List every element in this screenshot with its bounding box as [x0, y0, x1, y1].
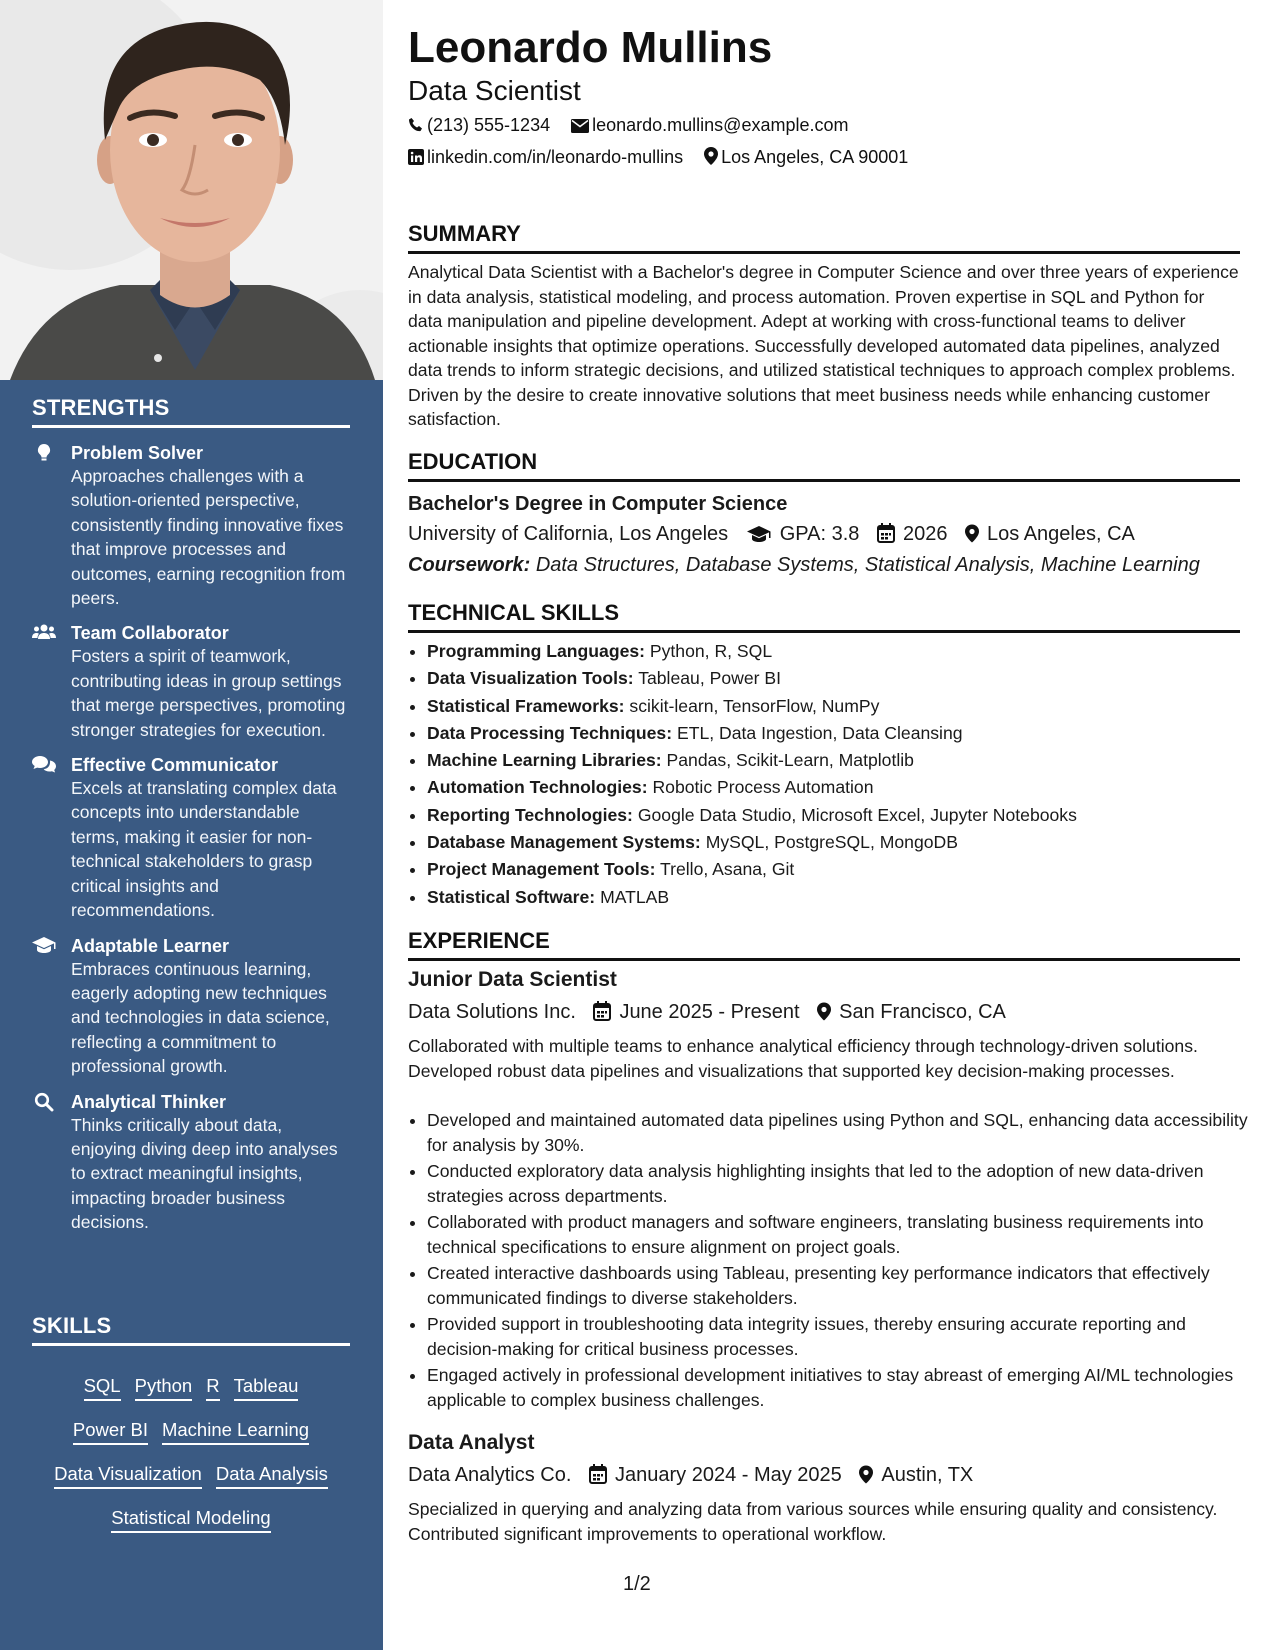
year-item [877, 521, 948, 547]
list-item: • Project Management Tools: Trello, Asana, Git [427, 856, 1259, 883]
education-meta [408, 521, 1147, 547]
job-dates-text: June 2025 - Present [619, 1001, 800, 1023]
skills-title: SKILLS [32, 1313, 350, 1346]
contact-row [408, 146, 924, 168]
job-location-item [859, 1462, 973, 1488]
skill-tag: Statistical Modeling [111, 1506, 270, 1533]
degree-title: Bachelor's Degree in Computer Science [408, 493, 788, 515]
strength-item [32, 442, 350, 610]
map-pin-icon [817, 1002, 831, 1021]
skill-tag: Data Analysis [216, 1462, 328, 1489]
job-meta [408, 1462, 985, 1488]
candidate-name: Leonardo Mullins [408, 23, 773, 72]
strength-description: Thinks critically about data, enjoying diving deep into analyses to extract meaningful insights, impacting broader business decisions. [71, 1114, 338, 1233]
list-item: • Machine Learning Libraries: Pandas, Scikit-Learn, Matplotlib [427, 747, 1259, 774]
job-meta [408, 999, 1018, 1025]
chat-icon [32, 755, 56, 775]
search-icon [32, 1092, 56, 1112]
year-text: 2026 [902, 523, 948, 545]
strength-title: Problem Solver [71, 443, 204, 463]
job-location-text: San Francisco, CA [839, 1001, 1006, 1023]
summary-heading: SUMMARY [408, 221, 1240, 254]
skills-list [32, 1364, 350, 1540]
email-text: leonardo.mullins@example.com [592, 115, 849, 135]
summary-text: Analytical Data Scientist with a Bachelor's degree in Computer Science and over three years of experience in data analysis, statistical modeling, and process automation. Proven expertise in SQL and Python for data manipulation and pipeline development. Adept at working with cross-functional teams to deliver actionable insights that optimize operations. Successfully developed automated data pipelines, analyzed data trends to inform strategic decisions, and utilized statistical techniques to approach complex problems. Driven by the desire to create innovative solutions that meet business needs while enhancing customer satisfaction. [408, 262, 1239, 429]
job-title: Junior Data Scientist [408, 968, 617, 991]
contact-row [408, 114, 865, 136]
strength-title: Analytical Thinker [71, 1091, 227, 1112]
strength-item [32, 935, 350, 1079]
map-pin-icon [859, 1465, 873, 1484]
coursework-text: Data Structures, Database Systems, Statistical Analysis, Machine Learning [535, 554, 1200, 576]
location-text: Los Angeles, CA 90001 [721, 147, 909, 167]
calendar-icon [593, 1001, 611, 1021]
page-number: 1/2 [623, 1573, 651, 1595]
skill-tag: Power BI [73, 1418, 148, 1445]
linkedin-icon [408, 149, 424, 165]
skill-tag: SQL [84, 1374, 121, 1401]
list-item: • Conducted exploratory data analysis highlighting insights that led to the adoption of new data-driven strategies across departments. [427, 1159, 1259, 1208]
job-summary: Specialized in querying and analyzing data from various sources while ensuring quality and consistency. Contributed significant improvements to operational workflow. [408, 1499, 1218, 1544]
linkedin-contact[interactable] [408, 146, 683, 168]
map-pin-icon [965, 524, 979, 543]
technical-skills-list [408, 638, 1259, 911]
strength-description: Approaches challenges with a solution-oriented perspective, consistently finding innovative fixes that improve processes and outcomes, earning recognition from peers. [71, 466, 346, 609]
list-item: • Statistical Frameworks: scikit-learn, TensorFlow, NumPy [427, 693, 1259, 720]
strength-description: Excels at translating complex data concepts into understandable terms, making it easier for non-technical stakeholders to grasp critical insights and recommendations. [71, 778, 337, 921]
linkedin-text: linkedin.com/in/leonardo-mullins [427, 147, 684, 167]
experience-heading: EXPERIENCE [408, 928, 1240, 961]
coursework [408, 552, 1200, 578]
calendar-icon [589, 1464, 607, 1484]
map-pin-icon [704, 147, 718, 165]
list-item: • Provided support in troubleshooting data integrity issues, thereby ensuring accurate reporting and decision-making for critical business processes. [427, 1312, 1259, 1361]
email-contact[interactable] [571, 114, 848, 136]
skill-tag: Tableau [234, 1374, 299, 1401]
graduation-cap-icon [746, 525, 772, 543]
job-bullets [408, 1108, 1259, 1414]
strength-title: Team Collaborator [71, 623, 229, 644]
location-contact [704, 146, 908, 168]
job-dates-item [593, 999, 799, 1025]
job-location-text: Austin, TX [881, 1464, 974, 1486]
lightbulb-icon [32, 443, 56, 463]
calendar-icon [877, 523, 895, 543]
profile-photo [0, 0, 383, 380]
list-item: • Data Visualization Tools: Tableau, Power BI [427, 665, 1259, 692]
users-icon [32, 623, 56, 643]
skill-tag: Python [135, 1374, 193, 1401]
strength-item [32, 1091, 350, 1235]
strengths-section [32, 395, 350, 1235]
strength-item [32, 622, 350, 742]
coursework-label: Coursework: [408, 554, 531, 576]
list-item: • Reporting Technologies: Google Data Studio, Microsoft Excel, Jupyter Notebooks [427, 802, 1259, 829]
job-dates-text: January 2024 - May 2025 [614, 1464, 842, 1486]
job-location-item [817, 999, 1006, 1025]
school-name: University of California, Los Angeles [408, 523, 729, 545]
job-title: Data Analyst [408, 1431, 535, 1454]
edu-location-text: Los Angeles, CA [987, 523, 1135, 545]
phone-text: (213) 555-1234 [427, 115, 551, 135]
list-item: • Created interactive dashboards using Tableau, presenting key performance indicators that effectively communicated findings to diverse stakeholders. [427, 1261, 1259, 1310]
list-item: • Statistical Software: MATLAB [427, 884, 1259, 911]
list-item: • Data Processing Techniques: ETL, Data Ingestion, Data Cleansing [427, 720, 1259, 747]
strength-item [32, 754, 350, 922]
strength-title: Effective Communicator [71, 755, 279, 776]
skill-tag: Machine Learning [162, 1418, 309, 1445]
skills-section [32, 1313, 350, 1540]
list-item: • Automation Technologies: Robotic Process Automation [427, 774, 1259, 801]
education-heading: EDUCATION [408, 449, 1240, 482]
strength-description: Fosters a spirit of teamwork, contributing ideas in group settings that merge perspectives, promoting stronger strategies for execution. [71, 646, 346, 740]
gpa-text: GPA: 3.8 [779, 523, 860, 545]
list-item: • Database Management Systems: MySQL, PostgreSQL, MongoDB [427, 829, 1259, 856]
skill-tag: Data Visualization [54, 1462, 202, 1489]
company-name: Data Analytics Co. [408, 1464, 572, 1486]
list-item: • Engaged actively in professional development initiatives to stay abreast of emerging AI/ML technologies applicable to complex business challenges. [427, 1363, 1259, 1412]
skill-tag: R [206, 1374, 219, 1401]
company-name: Data Solutions Inc. [408, 1001, 576, 1023]
edu-location-item [965, 521, 1135, 547]
phone-contact [408, 114, 550, 136]
list-item: • Programming Languages: Python, R, SQL [427, 638, 1259, 665]
technical-skills-heading: TECHNICAL SKILLS [408, 600, 1240, 633]
job-dates-item [589, 1462, 842, 1488]
strength-description: Embraces continuous learning, eagerly adopting new techniques and technologies in data science, reflecting a commitment to professional growth. [71, 958, 330, 1077]
list-item: • Developed and maintained automated data pipelines using Python and SQL, enhancing data accessibility for analysis by 30%. [427, 1108, 1259, 1157]
phone-icon [408, 117, 424, 133]
list-item: • Collaborated with product managers and software engineers, translating business requirements into technical specifications to ensure alignment on project goals. [427, 1210, 1259, 1259]
candidate-title: Data Scientist [408, 75, 581, 106]
envelope-icon [571, 119, 589, 133]
job-summary: Collaborated with multiple teams to enhance analytical efficiency through technology-driven solutions. Developed robust data pipelines and visualizations that supported key decision-making processes. [408, 1036, 1198, 1081]
sidebar [0, 0, 383, 1650]
gpa-item [746, 521, 860, 547]
graduation-cap-icon [32, 936, 56, 956]
strength-title: Adaptable Learner [71, 935, 230, 956]
strengths-title: STRENGTHS [32, 395, 350, 428]
